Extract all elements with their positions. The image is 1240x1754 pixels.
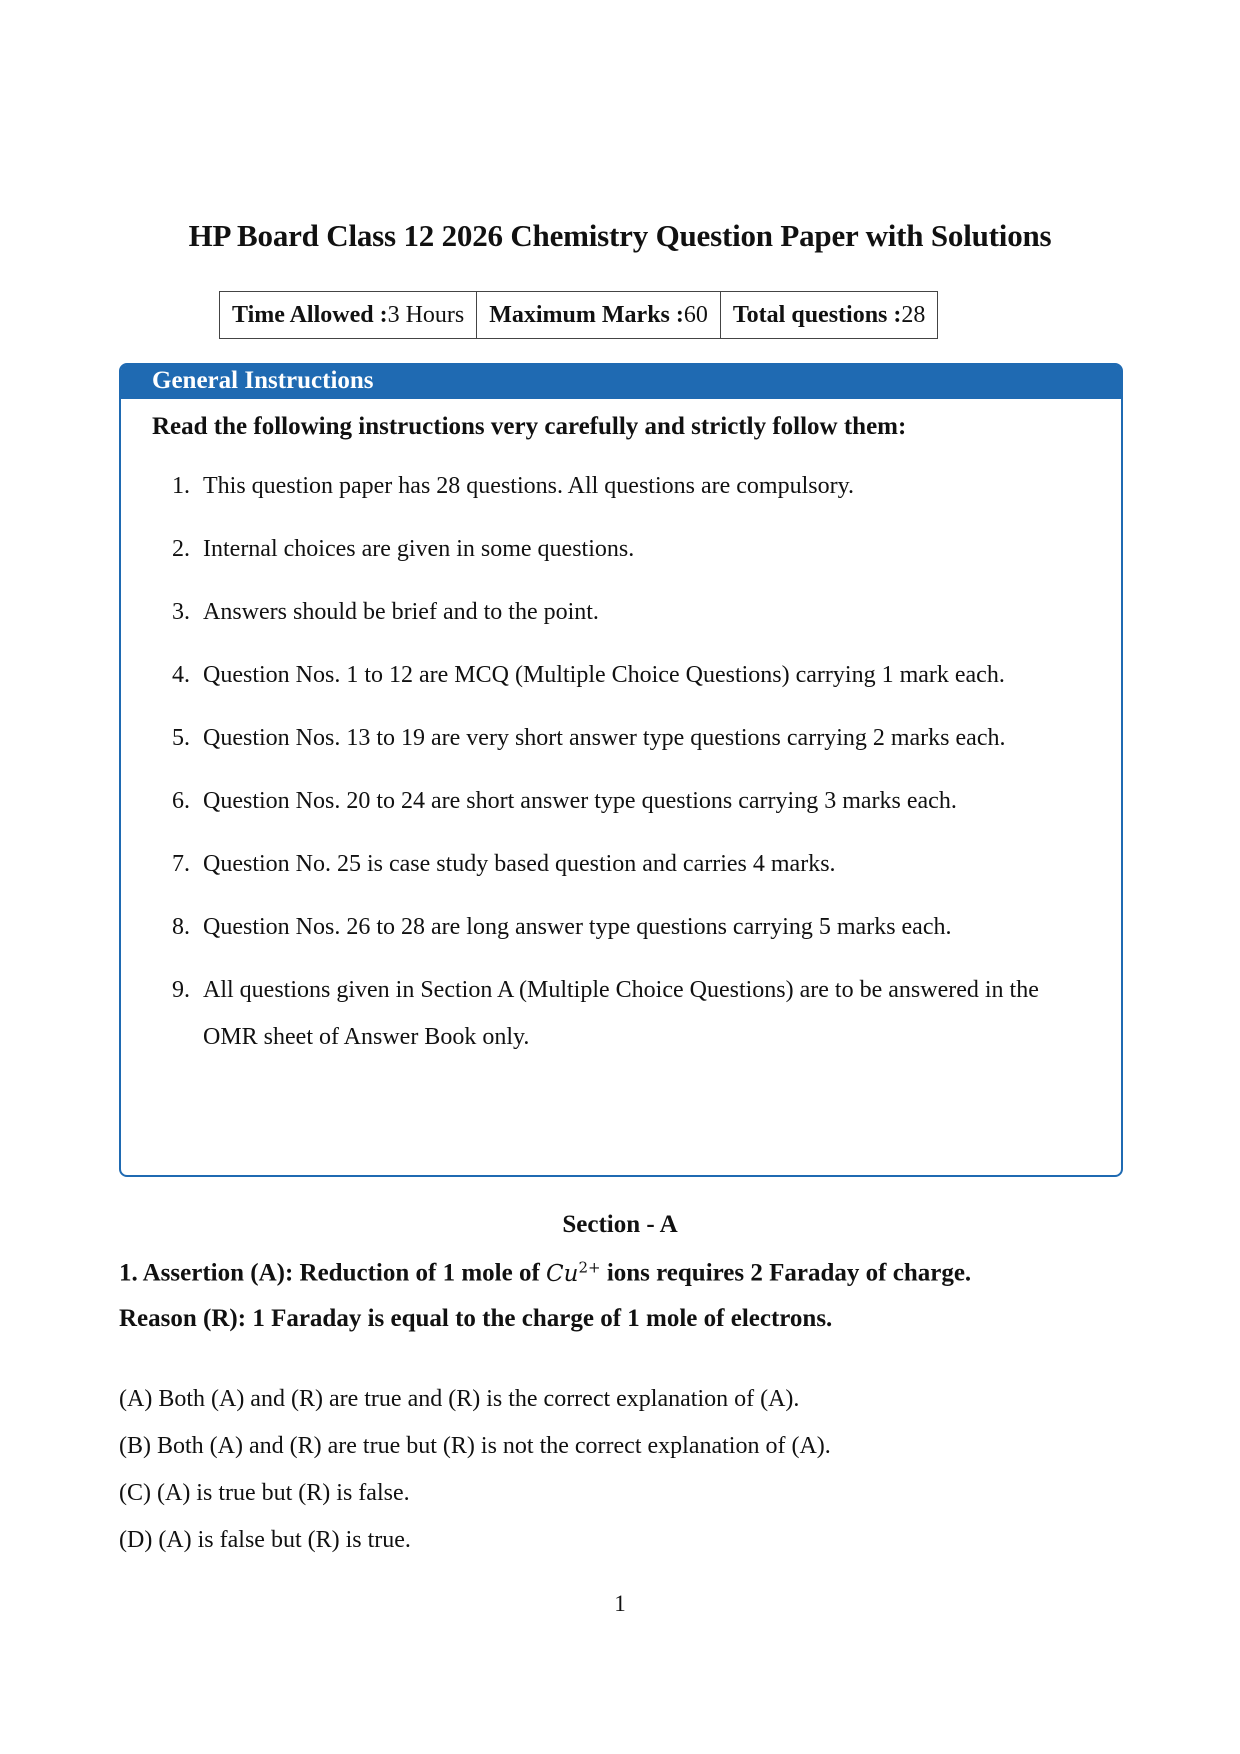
- instruction-item: [152, 526, 1091, 573]
- total-questions-value: 28: [901, 301, 926, 328]
- ion-symbol: Cu: [546, 1260, 579, 1287]
- time-allowed-cell: [220, 292, 477, 338]
- instruction-number: 1.: [172, 473, 190, 499]
- instructions-header-title: General Instructions: [152, 367, 374, 394]
- option-d: (D) (A) is false but (R) is true.: [119, 1527, 411, 1553]
- total-questions-cell: [721, 292, 938, 338]
- option-a: (A) Both (A) and (R) are true and (R) is the correct explanation of (A).: [119, 1386, 800, 1412]
- instruction-number: 7.: [172, 851, 190, 877]
- instruction-text: Question Nos. 26 to 28 are long answer type questions carrying 5 marks each.: [203, 914, 952, 940]
- instruction-number: 2.: [172, 536, 190, 562]
- instruction-text: Answers should be brief and to the point.: [203, 599, 599, 625]
- instruction-text: Question No. 25 is case study based question and carries 4 marks.: [203, 851, 836, 877]
- time-allowed-value: 3 Hours: [387, 301, 465, 328]
- general-instructions-box: [119, 363, 1123, 1177]
- instruction-item: [152, 715, 1091, 762]
- instruction-number: 8.: [172, 914, 190, 940]
- question-1-options: [119, 1376, 831, 1564]
- instruction-number: 6.: [172, 788, 190, 814]
- question-1-assertion: [119, 1258, 971, 1288]
- instruction-item: [152, 589, 1091, 636]
- instruction-text: Question Nos. 1 to 12 are MCQ (Multiple Choice Questions) carrying 1 mark each.: [203, 662, 1005, 688]
- instruction-number: 9.: [172, 977, 190, 1003]
- instruction-item: [152, 652, 1091, 699]
- assertion-prefix: 1. Assertion (A): Reduction of 1 mole of: [119, 1259, 547, 1287]
- section-heading: Section - A: [562, 1211, 678, 1238]
- instruction-item: [152, 904, 1091, 951]
- instructions-lead: Read the following instructions very carefully and strictly follow them:: [152, 413, 907, 440]
- instruction-number: 4.: [172, 662, 190, 688]
- instruction-text: All questions given in Section A (Multiple Choice Questions) are to be answered in the OMR sheet of Answer Book only.: [203, 977, 1039, 1050]
- instruction-item: [152, 967, 1091, 1061]
- paper-meta-table: [219, 291, 938, 339]
- instructions-header: [121, 365, 1121, 399]
- maximum-marks-cell: [477, 292, 721, 338]
- option-b: (B) Both (A) and (R) are true but (R) is not the correct explanation of (A).: [119, 1433, 831, 1459]
- paper-title: HP Board Class 12 2026 Chemistry Question Paper with Solutions: [188, 218, 1052, 253]
- assertion-suffix: ions requires 2 Faraday of charge.: [600, 1259, 972, 1287]
- instruction-text: Question Nos. 20 to 24 are short answer type questions carrying 3 marks each.: [203, 788, 957, 814]
- instruction-number: 5.: [172, 725, 190, 751]
- maximum-marks-label: Maximum Marks :: [489, 301, 684, 328]
- instruction-item: [152, 841, 1091, 888]
- question-1-reason: Reason (R): 1 Faraday is equal to the charge of 1 mole of electrons.: [119, 1305, 833, 1332]
- maximum-marks-value: 60: [683, 301, 708, 328]
- page-number: 1: [614, 1591, 626, 1616]
- instruction-text: Internal choices are given in some questions.: [203, 536, 635, 562]
- instruction-text: This question paper has 28 questions. All questions are compulsory.: [203, 473, 855, 499]
- time-allowed-label: Time Allowed :: [232, 301, 388, 328]
- instruction-item: [152, 778, 1091, 825]
- ion-charge: 2+: [578, 1258, 601, 1276]
- total-questions-label: Total questions :: [732, 301, 902, 328]
- instruction-item: [152, 463, 1091, 510]
- instructions-list: [152, 463, 1091, 1077]
- copper-ion-formula: [546, 1258, 601, 1287]
- instruction-text: Question Nos. 13 to 19 are very short answer type questions carrying 2 marks each.: [203, 725, 1006, 751]
- instruction-number: 3.: [172, 599, 190, 625]
- option-c: (C) (A) is true but (R) is false.: [119, 1480, 410, 1506]
